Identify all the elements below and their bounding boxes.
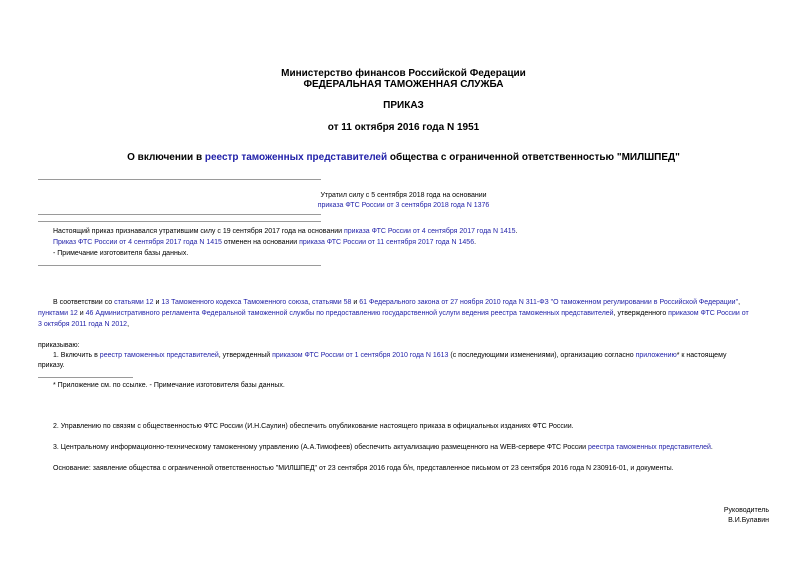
preamble-link[interactable]: 3 октября 2011 года N 2012: [38, 321, 128, 328]
preamble-line-2: [38, 309, 749, 319]
preamble-link[interactable]: пунктами 12: [38, 310, 78, 317]
preamble-link[interactable]: 46 Административного регламента Федеральной таможенной службы по предоставлению государственной услуги ведения реестра таможенных представителей: [85, 310, 614, 317]
title-pre: О включении в: [127, 152, 205, 163]
order-item-1-line-2: приказу.: [38, 362, 65, 369]
prikazyvayu: приказываю:: [38, 342, 80, 349]
signature-position: Руководитель: [723, 507, 769, 514]
divider: [38, 214, 321, 215]
ministry-name: Министерство финансов Российской Федерации: [281, 68, 526, 79]
order-item-3: [53, 443, 713, 453]
doc-title: [0, 152, 807, 163]
order-item-1: [53, 351, 726, 361]
preamble-link[interactable]: 61 Федерального закона от 27 ноября 2010 года N 311-ФЗ "О таможенном регулировании в Российской Федерации": [359, 299, 739, 306]
item-text: 1. Включить в: [53, 352, 100, 359]
preamble-link[interactable]: статьями 58: [311, 299, 352, 306]
note-line-2: [53, 238, 476, 248]
note-text: Настоящий приказ признавался утратившим силу с 19 сентября 2017 года на основании: [53, 228, 344, 235]
item-text: (с последующими изменениями), организацию согласно: [448, 352, 636, 359]
order-item-2: 2. Управлению по связям с общественностью ФТС России (И.Н.Саулин) обеспечить опубликование настоящего приказа в официальных изданиях ФТС России.: [53, 423, 574, 430]
preamble-text: В соответствии со: [53, 299, 115, 306]
preamble-line-3: [38, 320, 129, 330]
note-link[interactable]: приказа ФТС России от 11 сентября 2017 года N 1456: [299, 239, 475, 246]
preamble-line-1: [53, 298, 740, 308]
doc-type: ПРИКАЗ: [383, 100, 424, 111]
item-text: 3. Центральному информационно-техническому таможенному управлению (А.А.Тимофеев) обеспечить актуализацию размещенного на WEB-сервере ФТС России: [53, 444, 589, 451]
preamble-text: и: [153, 299, 162, 306]
preamble-text: ,: [308, 299, 312, 306]
preamble-text: ,: [127, 321, 130, 328]
validity-line: Утратил силу с 5 сентября 2018 года на основании: [320, 192, 487, 199]
footnote: * Приложение см. по ссылке. - Примечание изготовителя базы данных.: [53, 382, 285, 389]
appendix-link[interactable]: приложению: [635, 352, 677, 359]
validity-link[interactable]: приказа ФТС России от 3 сентября 2018 года N 1376: [317, 202, 490, 209]
registry-link[interactable]: реестр таможенных представителей: [99, 352, 219, 359]
doc-date: от 11 октября 2016 года N 1951: [327, 122, 480, 133]
preamble-link[interactable]: статьями 12: [114, 299, 154, 306]
item-text: .: [710, 444, 713, 451]
note-text: .: [474, 239, 477, 246]
note-link[interactable]: Приказ ФТС России от 4 сентября 2017 года N 1415: [53, 239, 222, 246]
basis: Основание: заявление общества с ограниченной ответственностью "МИЛШПЕД" от 23 сентября 2016 года б/н, представленное письмом от 23 сентября 2016 года N 230916-01, и документы.: [53, 465, 674, 472]
service-name: ФЕДЕРАЛЬНАЯ ТАМОЖЕННАЯ СЛУЖБА: [303, 79, 504, 90]
note-text: отменен на основании: [221, 239, 300, 246]
item-text: * к настоящему: [676, 352, 727, 359]
title-post: общества с ограниченной ответственностью "МИЛШПЕД": [387, 152, 680, 163]
note-line-1: [53, 227, 518, 237]
divider: [38, 265, 321, 266]
order-link[interactable]: приказом ФТС России от 1 сентября 2010 года N 1613: [272, 352, 449, 359]
title-registry-link[interactable]: реестр таможенных представителей: [204, 152, 388, 163]
preamble-text: и: [77, 310, 86, 317]
divider: [38, 179, 321, 180]
divider: [38, 221, 321, 222]
item-text: , утвержденный: [218, 352, 273, 359]
footnote-divider: [38, 377, 133, 378]
registry-link[interactable]: реестра таможенных представителей: [588, 444, 711, 451]
note-line-3: - Примечание изготовителя базы данных.: [53, 250, 189, 257]
preamble-link[interactable]: приказом ФТС России от: [668, 310, 749, 317]
signature-name: В.И.Булавин: [728, 517, 769, 524]
note-text: .: [515, 228, 518, 235]
preamble-text: и: [351, 299, 360, 306]
preamble-text: ,: [738, 299, 741, 306]
preamble-link[interactable]: 13 Таможенного кодекса Таможенного союза: [161, 299, 309, 306]
note-link[interactable]: приказа ФТС России от 4 сентября 2017 года N 1415: [343, 228, 516, 235]
preamble-text: , утвержденного: [613, 310, 669, 317]
